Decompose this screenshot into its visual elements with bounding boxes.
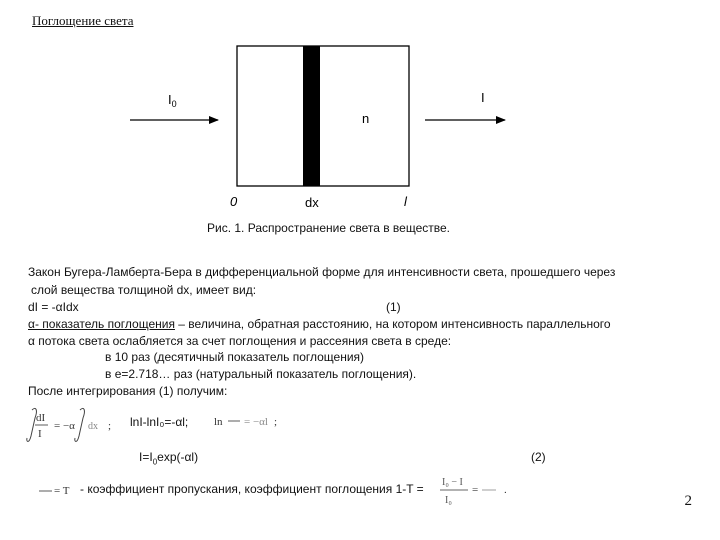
alpha-term: α- показатель поглощения — [28, 317, 175, 331]
body-line-5: в 10 раз (десятичный показатель поглощения) — [105, 350, 365, 364]
body-line-2: слой вещества толщиной dx, имеет вид: — [31, 283, 257, 297]
dx-layer — [303, 46, 320, 186]
absorption-formula — [438, 472, 518, 512]
page-title: Поглощение света — [32, 13, 134, 28]
transmission-ratio-formula — [36, 478, 78, 512]
body-line-7: После интегрирования (1) получим: — [28, 384, 228, 398]
svg-text:= T: = T — [54, 485, 70, 497]
svg-text:I: I — [38, 428, 42, 440]
label-zero: 0 — [230, 194, 238, 209]
svg-text:ln: ln — [214, 416, 223, 428]
svg-text:=: = — [472, 484, 479, 496]
equation-1: dI = -αIdx — [28, 300, 79, 314]
body-line-6: в е=2.718… раз (натуральный показатель поглощения). — [105, 367, 417, 381]
label-l: l — [404, 194, 407, 209]
equation-1-number: (1) — [386, 300, 401, 314]
label-dx: dx — [305, 195, 319, 210]
transmission-text: - коэффициент пропускания, коэффициент поглощения 1-T = — [80, 482, 424, 496]
incident-arrow-head — [209, 116, 219, 124]
svg-text:= −α: = −α — [54, 420, 75, 432]
body-line-3-rest: – величина, обратная расстоянию, на котором интенсивность параллельного — [174, 317, 611, 331]
transmitted-arrow-head — [496, 116, 506, 124]
equation-2: $I=I_0\exp(-\alpha l)$ — [139, 450, 199, 467]
label-i0: $I_0$ — [168, 92, 177, 109]
equation-ln: lnI-lnI₀=-αl; — [130, 415, 189, 429]
svg-text:dI: dI — [36, 412, 46, 424]
light-propagation-figure — [0, 0, 720, 250]
svg-text:.: . — [504, 484, 507, 496]
svg-text:;: ; — [108, 420, 112, 432]
page-number: 2 — [684, 493, 692, 509]
equation-2-number: (2) — [531, 450, 546, 464]
ln-ratio-formula — [214, 408, 294, 442]
svg-text:I₀: I₀ — [445, 495, 452, 506]
medium-box — [237, 46, 409, 186]
body-line-1: Закон Бугера-Ламберта-Бера в дифференциальной форме для интенсивности света, прошедшего через — [28, 265, 616, 279]
figure-caption: Рис. 1. Распространение света в веществе. — [207, 221, 450, 235]
label-i: I — [481, 90, 485, 105]
body-line-4: α потока света ослабляется за счет поглощения и рассеяния света в среде: — [28, 334, 452, 348]
svg-text:dx: dx — [88, 421, 98, 432]
svg-text:;: ; — [274, 416, 278, 428]
integral-formula — [24, 404, 134, 446]
svg-text:I₀ − I: I₀ − I — [442, 477, 463, 488]
svg-text:= −αl: = −αl — [244, 416, 268, 428]
body-line-3 — [28, 316, 611, 333]
label-n: n — [362, 111, 370, 126]
